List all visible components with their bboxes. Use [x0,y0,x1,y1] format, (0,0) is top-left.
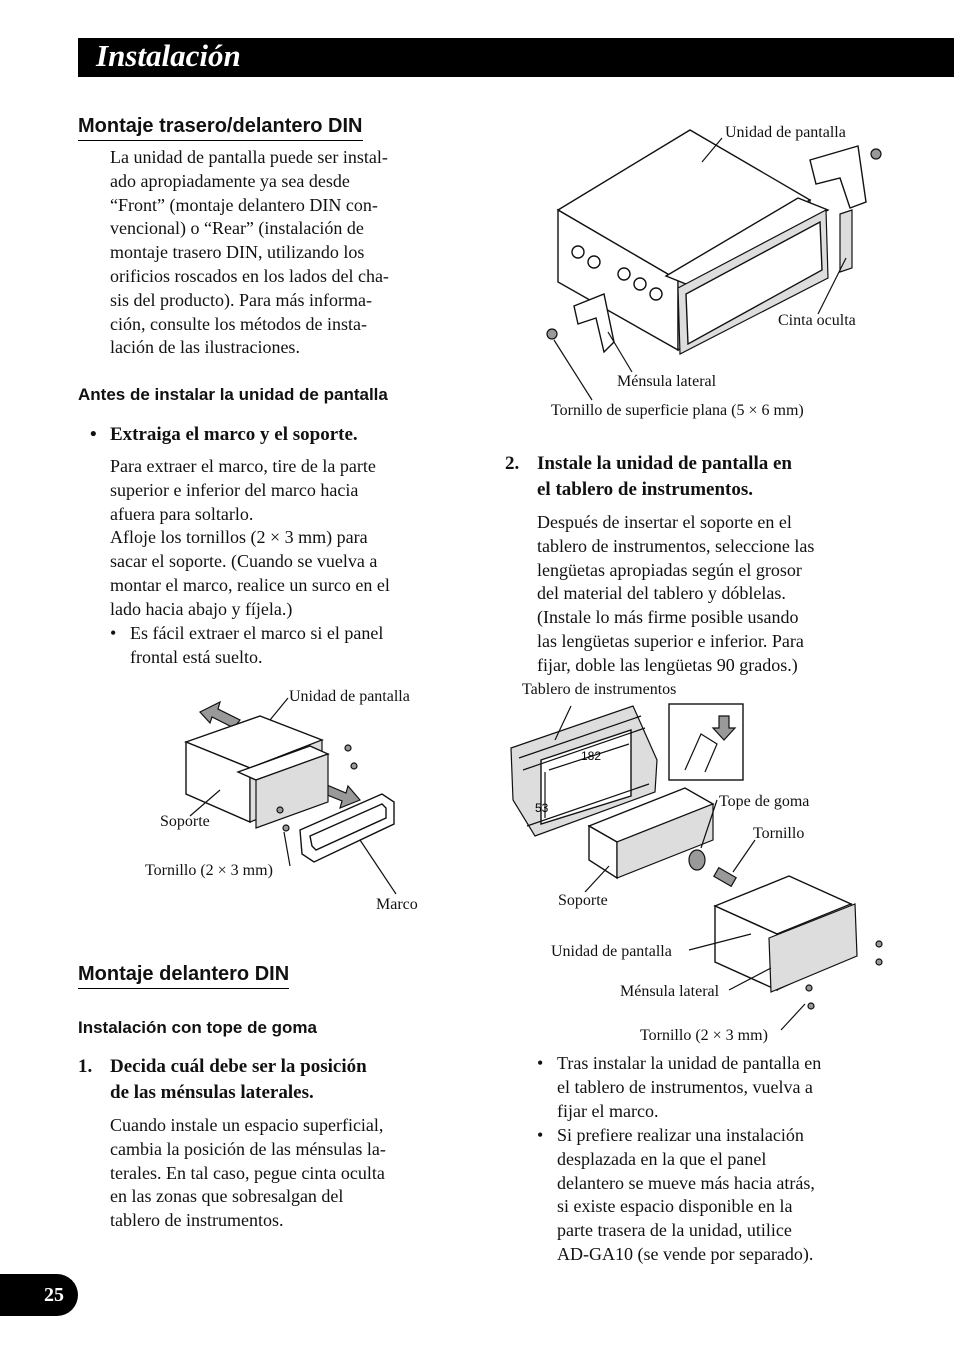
text-line: las lengüetas superior e inferior. Para [537,630,804,651]
text-line: terales. En tal caso, pegue cinta oculta [110,1162,385,1183]
text-line: frontal está suelto. [130,646,263,667]
text-line: AD-GA10 (se vende por separado). [557,1243,814,1264]
text-line: delantero se mueve más hacia atrás, [557,1172,815,1193]
label-cinta-oculta: Cinta oculta [778,312,856,329]
dim-182-text: 182 [581,749,602,763]
text-line: La unidad de pantalla puede ser instal- [110,147,388,167]
bullet1-heading [90,422,358,448]
text-line: “Front” (montaje delantero DIN con- [110,194,378,215]
bullet1-paragraph [110,455,440,622]
dim-53-text: 53 [535,801,549,815]
label-tablero-de-instrumentos: Tablero de instrumentos [522,681,677,698]
bullet1-title: Extraiga el marco y el soporte. [110,424,358,445]
note1 [110,622,440,670]
text-line: lación de las ilustraciones. [110,337,300,358]
pull-arrow-icon [200,702,240,728]
text-line: Para extraer el marco, tire de la parte [110,456,376,476]
text-line: fijar el marco. [557,1100,659,1121]
text-line: el tablero de instrumentos. [537,479,754,500]
text-line: tablero de instrumentos, seleccione las [537,535,815,556]
text-line: sacar el soporte. (Cuando se vuelva a [110,551,378,572]
text-line: (Instale lo más firme posible usando [537,607,799,628]
text-line: Cuando instale un espacio superficial, [110,1115,384,1135]
label-unidad-de-pantalla: Unidad de pantalla [725,124,846,141]
bullet-mark: • [537,1053,544,1073]
text-line: superior e inferior del marco hacia [110,479,359,500]
text-line: tablero de instrumentos. [110,1210,284,1231]
section-title-montaje-delantero: Montaje delantero DIN [78,962,289,989]
label-tornillo: Tornillo [753,825,805,842]
figure-frame-removal [150,690,450,920]
dimension-53 [535,801,549,815]
section1-paragraph [110,146,440,360]
text-line: Es fácil extraer el marco si el panel [130,623,384,643]
bullet-mark: • [110,623,117,643]
label-tornillo: Tornillo (2 × 3 mm) [145,862,273,879]
text-line: de las ménsulas laterales. [110,1082,314,1103]
text-line: orificios roscados en los lados del cha- [110,265,389,286]
text-line: ado apropiadamente ya sea desde [110,170,350,191]
page-number-tab [0,1274,78,1316]
label-soporte: Soporte [558,892,608,909]
text-line: Tras instalar la unidad de pantalla en [557,1053,822,1073]
label-mensula-lateral: Ménsula lateral [620,983,720,1000]
text-line: en las zonas que sobresalgan del [110,1186,344,1207]
step2-paragraph [537,511,877,678]
label-tope-de-goma: Tope de goma [719,793,810,810]
text-line: cambia la posición de las ménsulas la- [110,1138,386,1159]
step1-heading [78,1054,367,1106]
text-line: si existe espacio disponible en la [557,1196,793,1217]
text-line: afuera para soltarlo. [110,503,254,524]
dimension-182 [581,749,601,763]
bullet-offset-install [537,1124,877,1267]
text-line: Decida cuál debe ser la posición [110,1056,367,1077]
text-line: del material del tablero y dóblelas. [537,583,786,604]
step1-paragraph [110,1114,440,1233]
bullet-reinstall-frame [537,1052,877,1123]
text-line: lado hacia abajo y fíjela.) [110,598,293,619]
label-tornillo-superficie-plana: Tornillo de superficie plana (5 × 6 mm) [551,402,804,419]
label-marco: Marco [376,896,418,913]
figure-side-bracket [540,118,890,408]
label-unidad-de-pantalla: Unidad de pantalla [289,688,410,705]
label-soporte: Soporte [160,813,210,830]
page-number: 25 [44,1284,64,1306]
text-line: parte trasera de la unidad, utilice [557,1220,792,1241]
step2-heading [505,451,792,503]
text-line: vencional) o “Rear” (instalación de [110,218,364,239]
text-line: el tablero de instrumentos, vuelva a [557,1076,813,1097]
subsection-title-antes: Antes de instalar la unidad de pantalla [78,385,388,404]
page-title: Instalación [96,38,241,73]
text-line: montaje trasero DIN, utilizando los [110,242,365,263]
text-line: desplazada en la que el panel [557,1148,767,1169]
text-line: Afloje los tornillos (2 × 3 mm) para [110,527,368,548]
text-line: ción, consulte los métodos de insta- [110,313,367,334]
text-line: lengüetas apropiadas según el grosor [537,559,802,580]
subsection-title-tope-de-goma: Instalación con tope de goma [78,1018,317,1037]
section-title-montaje-trasero: Montaje trasero/delantero DIN [78,114,363,141]
text-line: montar el marco, realice un surco en el [110,574,390,595]
label-tornillo-2x3: Tornillo (2 × 3 mm) [640,1027,768,1044]
text-line: Instale la unidad de pantalla en [537,453,792,474]
label-unidad-de-pantalla: Unidad de pantalla [551,943,672,960]
step-number: 1. [78,1056,93,1077]
step-number: 2. [505,453,520,474]
text-line: fijar, doble las lengüetas 90 grados.) [537,654,798,675]
text-line: Si prefiere realizar una instalación [557,1125,804,1145]
text-line: sis del producto). Para más informa- [110,289,372,310]
bullet-mark: • [537,1125,544,1145]
bullet-mark: • [90,424,97,445]
text-line: Después de insertar el soporte en el [537,512,792,532]
label-mensula-lateral: Ménsula lateral [617,373,717,390]
